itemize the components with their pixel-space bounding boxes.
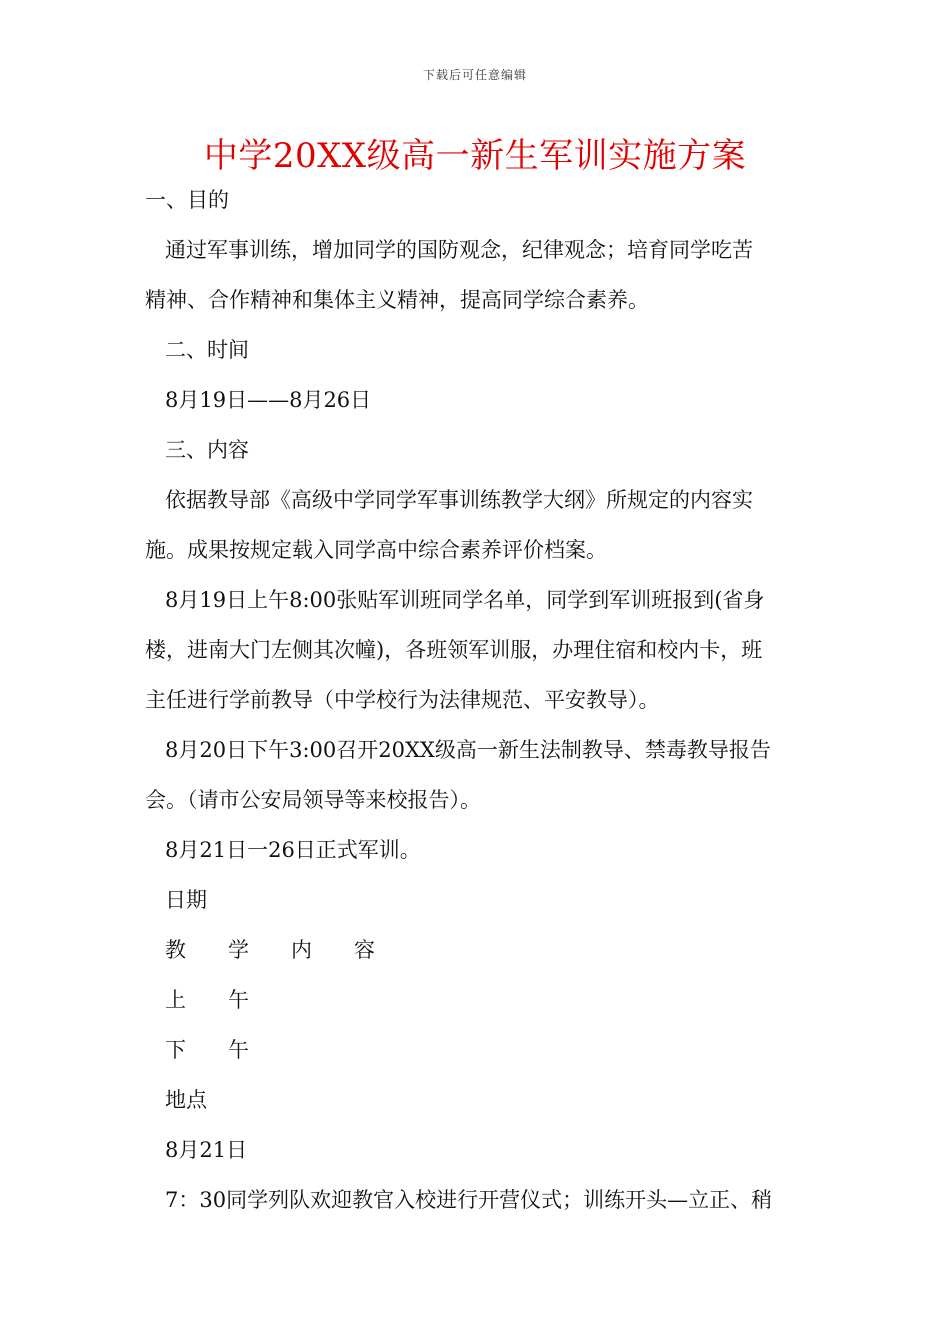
paragraph-line: 依据教导部《高级中学同学军事训练教学大纲》所规定的内容实 bbox=[165, 488, 753, 512]
section-heading-purpose: 一、目的 bbox=[145, 188, 229, 212]
table-label-date: 日期 bbox=[165, 888, 207, 912]
paragraph-line: 8月19日上午8:00张贴军训班同学名单，同学到军训班报到(省身 bbox=[165, 588, 765, 612]
paragraph-line: 7：30同学列队欢迎教官入校进行开营仪式；训练开头—立正、稍 bbox=[165, 1188, 773, 1212]
header-note: 下载后可任意编辑 bbox=[422, 68, 527, 82]
paragraph-line: 主任进行学前教导（中学校行为法律规范、平安教导）。 bbox=[145, 688, 660, 712]
table-label-morning: 上 午 bbox=[165, 988, 249, 1012]
section-heading-content: 三、内容 bbox=[165, 438, 249, 462]
section-heading-time: 二、时间 bbox=[165, 338, 249, 362]
table-label-content: 教 学 内 容 bbox=[165, 938, 375, 962]
paragraph-line: 8月19日——8月26日 bbox=[165, 388, 372, 412]
table-label-afternoon: 下 午 bbox=[165, 1038, 249, 1062]
paragraph-line: 通过军事训练，增加同学的国防观念，纪律观念；培育同学吃苦 bbox=[165, 238, 753, 262]
paragraph-line: 精神、合作精神和集体主义精神，提高同学综合素养。 bbox=[145, 288, 649, 312]
paragraph-line: 楼，进南大门左侧其次幢)，各班领军训服，办理住宿和校内卡，班 bbox=[145, 638, 763, 662]
paragraph-line: 会。（请市公安局领导等来校报告）。 bbox=[145, 788, 481, 812]
document-title: 中学20XX级高一新生军训实施方案 bbox=[203, 136, 747, 176]
paragraph-line: 8月21日一26日正式军训。 bbox=[165, 838, 421, 862]
paragraph-line: 施。成果按规定载入同学高中综合素养评价档案。 bbox=[145, 538, 607, 562]
table-label-location: 地点 bbox=[165, 1088, 207, 1112]
paragraph-line: 8月20日下午3:00召开20XX级高一新生法制教导、禁毒教导报告 bbox=[165, 738, 771, 762]
table-cell-date: 8月21日 bbox=[165, 1138, 248, 1162]
document-body bbox=[145, 175, 810, 1225]
